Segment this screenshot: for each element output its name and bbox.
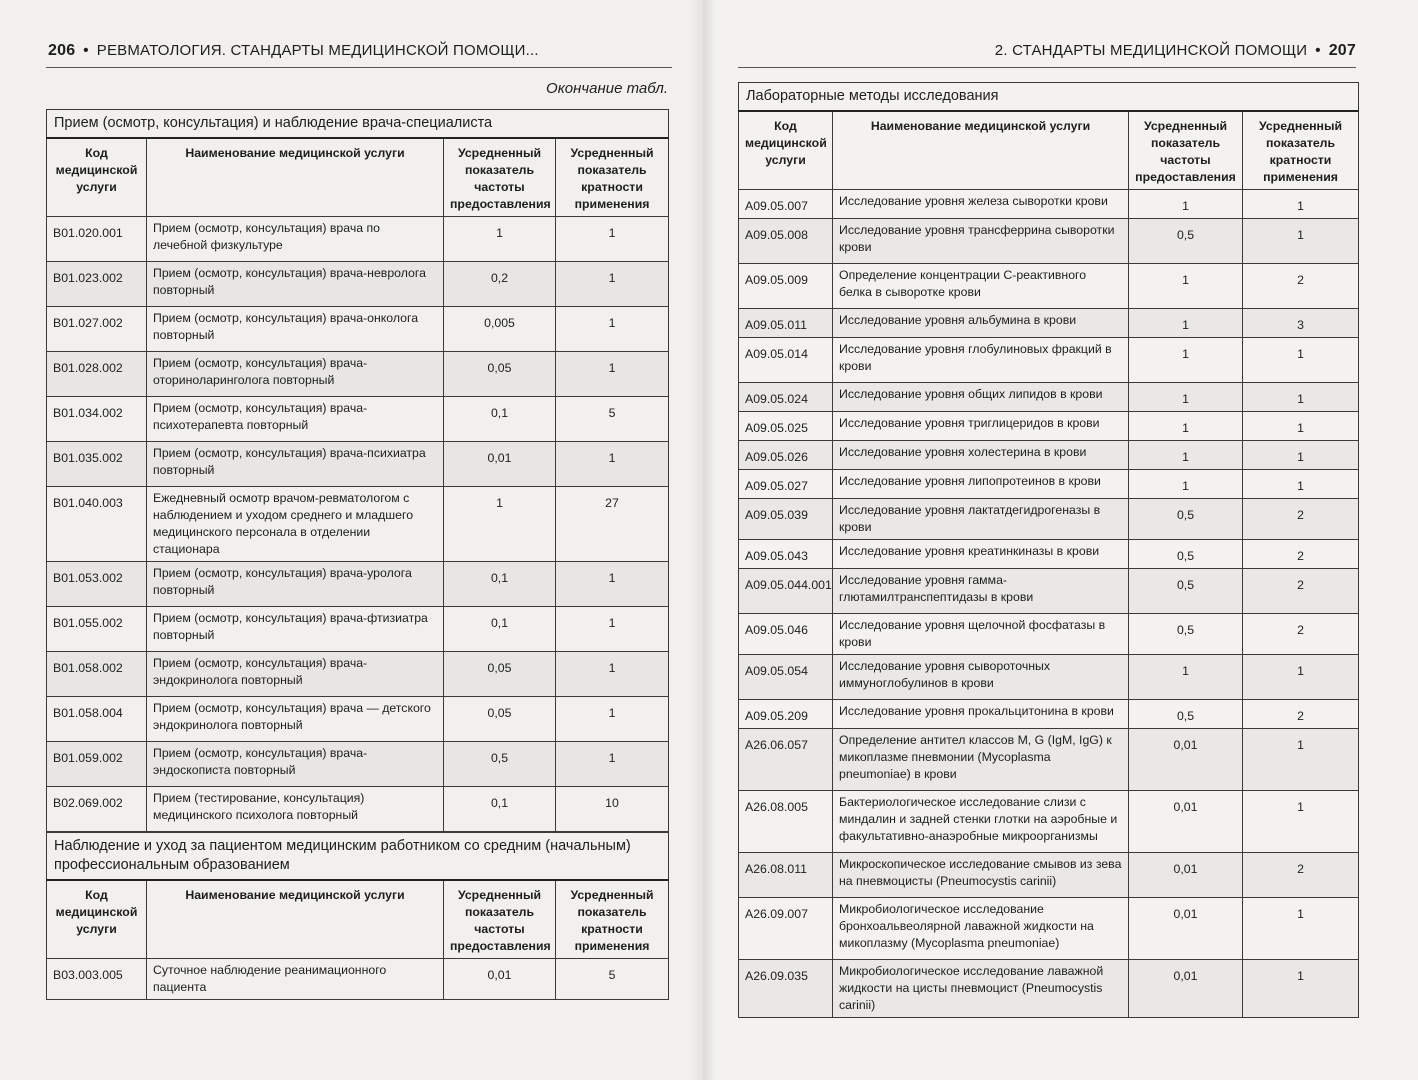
service-name-cell: Исследование уровня трансферрина сыворотки крови [833,219,1129,264]
right-running-title: 2. СТАНДАРТЫ МЕДИЦИНСКОЙ ПОМОЩИ [994,42,1308,59]
table-row [47,217,669,262]
service-code-cell: B01.058.004 [47,697,147,742]
service-code-cell: A26.09.035 [739,960,833,1018]
specialist-visits-table [46,109,669,832]
right-page-number: 207 [1328,42,1356,59]
table-section-title: Наблюдение и уход за пациентом медицинским работником со средним (начальным) профессиональным образованием [47,833,669,881]
frequency-value-cell: 0,01 [444,959,556,1000]
frequency-value-cell: 1 [1129,470,1243,499]
multiplicity-value-cell: 1 [556,652,669,697]
multiplicity-value-cell: 1 [556,217,669,262]
multiplicity-value-cell: 1 [556,562,669,607]
service-code-cell: A09.05.008 [739,219,833,264]
column-header-multiplicity: Усредненный показатель кратности применения [1243,111,1359,190]
service-name-cell: Прием (тестирование, консультация) медицинского психолога повторный [147,787,444,832]
service-name-cell: Прием (осмотр, консультация) врача-эндокринолога повторный [147,652,444,697]
table-row [739,960,1359,1018]
table-row [739,540,1359,569]
frequency-value-cell: 0,01 [1129,960,1243,1018]
service-name-cell: Исследование уровня холестерина в крови [833,441,1129,470]
multiplicity-value-cell: 1 [1243,729,1359,791]
frequency-value-cell: 0,5 [1129,700,1243,729]
service-code-cell: A09.05.007 [739,190,833,219]
left-header-rule [46,67,672,68]
service-code-cell: B01.053.002 [47,562,147,607]
multiplicity-value-cell: 5 [556,397,669,442]
table-row [47,352,669,397]
lab-methods-table [738,82,1359,1018]
table-row [739,190,1359,219]
multiplicity-value-cell: 1 [1243,383,1359,412]
service-code-cell: A26.08.011 [739,853,833,898]
service-code-cell: A09.05.046 [739,614,833,655]
service-name-cell: Прием (осмотр, консультация) врача-психиатра повторный [147,442,444,487]
nursing-care-table [46,832,669,1000]
service-name-cell: Исследование уровня липопротеинов в крови [833,470,1129,499]
table-row [47,397,669,442]
service-name-cell: Прием (осмотр, консультация) врача-психотерапевта повторный [147,397,444,442]
frequency-value-cell: 0,1 [444,787,556,832]
multiplicity-value-cell: 2 [1243,853,1359,898]
frequency-value-cell: 0,05 [444,652,556,697]
multiplicity-value-cell: 5 [556,959,669,1000]
multiplicity-value-cell: 1 [556,607,669,652]
service-name-cell: Прием (осмотр, консультация) врача-эндоскописта повторный [147,742,444,787]
frequency-value-cell: 1 [1129,655,1243,700]
multiplicity-value-cell: 1 [1243,470,1359,499]
frequency-value-cell: 0,1 [444,607,556,652]
service-code-cell: A09.05.009 [739,264,833,309]
column-header-name: Наименование медицинской услуги [147,880,444,959]
multiplicity-value-cell: 27 [556,487,669,562]
frequency-value-cell: 0,5 [1129,569,1243,614]
frequency-value-cell: 0,5 [1129,499,1243,540]
frequency-value-cell: 0,01 [444,442,556,487]
right-page [700,0,1418,1080]
column-header-code: Код медицинской услуги [47,880,147,959]
service-name-cell: Исследование уровня сывороточных иммуноглобулинов в крови [833,655,1129,700]
frequency-value-cell: 0,01 [1129,791,1243,853]
service-name-cell: Исследование уровня глобулиновых фракций в крови [833,338,1129,383]
frequency-value-cell: 1 [1129,338,1243,383]
table-row [47,562,669,607]
table-row [739,569,1359,614]
column-header-frequency: Усредненный показатель частоты предоставления [444,138,556,217]
service-code-cell: B01.058.002 [47,652,147,697]
service-code-cell: A09.05.044.001 [739,569,833,614]
multiplicity-value-cell: 1 [1243,190,1359,219]
table-row [47,697,669,742]
table-row [739,470,1359,499]
frequency-value-cell: 1 [444,487,556,562]
column-header-code: Код медицинской услуги [47,138,147,217]
frequency-value-cell: 0,005 [444,307,556,352]
table-row [47,487,669,562]
service-code-cell: A09.05.025 [739,412,833,441]
service-code-cell: B01.027.002 [47,307,147,352]
service-name-cell: Суточное наблюдение реанимационного пациента [147,959,444,1000]
multiplicity-value-cell: 3 [1243,309,1359,338]
frequency-value-cell: 1 [444,217,556,262]
service-code-cell: B01.023.002 [47,262,147,307]
multiplicity-value-cell: 2 [1243,569,1359,614]
service-name-cell: Прием (осмотр, консультация) врача-онколога повторный [147,307,444,352]
multiplicity-value-cell: 10 [556,787,669,832]
table-continuation-caption: Окончание табл. [546,80,668,97]
table-body [47,217,669,832]
service-code-cell: B01.035.002 [47,442,147,487]
multiplicity-value-cell: 1 [1243,898,1359,960]
service-code-cell: B01.020.001 [47,217,147,262]
frequency-value-cell: 0,01 [1129,853,1243,898]
table-row [739,729,1359,791]
multiplicity-value-cell: 1 [1243,655,1359,700]
service-code-cell: B01.034.002 [47,397,147,442]
multiplicity-value-cell: 2 [1243,614,1359,655]
table-row [47,442,669,487]
service-name-cell: Исследование уровня триглицеридов в крови [833,412,1129,441]
service-code-cell: A09.05.054 [739,655,833,700]
multiplicity-value-cell: 1 [1243,960,1359,1018]
column-header-frequency: Усредненный показатель частоты предоставления [1129,111,1243,190]
header-bullet: • [83,42,89,59]
multiplicity-value-cell: 2 [1243,540,1359,569]
frequency-value-cell: 1 [1129,190,1243,219]
right-header-rule [738,67,1356,68]
column-header-code: Код медицинской услуги [739,111,833,190]
service-name-cell: Исследование уровня гамма-глютамилтранспептидазы в крови [833,569,1129,614]
multiplicity-value-cell: 1 [1243,441,1359,470]
service-name-cell: Прием (осмотр, консультация) врача-фтизиатра повторный [147,607,444,652]
service-code-cell: A09.05.026 [739,441,833,470]
left-page-number: 206 [48,42,76,59]
multiplicity-value-cell: 1 [1243,791,1359,853]
service-name-cell: Прием (осмотр, консультация) врача-невролога повторный [147,262,444,307]
service-code-cell: A09.05.024 [739,383,833,412]
multiplicity-value-cell: 1 [1243,338,1359,383]
multiplicity-value-cell: 1 [1243,219,1359,264]
table-row [739,791,1359,853]
frequency-value-cell: 0,5 [1129,540,1243,569]
multiplicity-value-cell: 2 [1243,700,1359,729]
service-name-cell: Микроскопическое исследование смывов из зева на пневмоцисты (Pneumocystis carinii) [833,853,1129,898]
right-running-header [995,42,1356,64]
frequency-value-cell: 0,05 [444,352,556,397]
column-header-name: Наименование медицинской услуги [833,111,1129,190]
frequency-value-cell: 1 [1129,309,1243,338]
multiplicity-value-cell: 1 [556,442,669,487]
table-row [47,307,669,352]
service-code-cell: B03.003.005 [47,959,147,1000]
table-row [47,262,669,307]
service-code-cell: A09.05.039 [739,499,833,540]
service-name-cell: Бактериологическое исследование слизи с миндалин и задней стенки глотки на аэробные и факультативно-анаэробные микроорганизмы [833,791,1129,853]
table-row [739,853,1359,898]
service-code-cell: A09.05.209 [739,700,833,729]
table-row [739,441,1359,470]
frequency-value-cell: 0,01 [1129,898,1243,960]
service-code-cell: A26.08.005 [739,791,833,853]
service-code-cell: B01.028.002 [47,352,147,397]
service-code-cell: A09.05.027 [739,470,833,499]
left-page [0,0,700,1080]
table-row [739,338,1359,383]
frequency-value-cell: 1 [1129,383,1243,412]
frequency-value-cell: 0,5 [1129,219,1243,264]
multiplicity-value-cell: 1 [556,697,669,742]
table-row [739,898,1359,960]
service-code-cell: A26.09.007 [739,898,833,960]
multiplicity-value-cell: 2 [1243,499,1359,540]
service-name-cell: Исследование уровня щелочной фосфатазы в крови [833,614,1129,655]
service-name-cell: Исследование уровня альбумина в крови [833,309,1129,338]
table-section-title: Прием (осмотр, консультация) и наблюдение врача-специалиста [47,110,669,139]
header-bullet: • [1315,42,1321,59]
book-gutter-shadow [690,0,716,1080]
service-name-cell: Исследование уровня железа сыворотки крови [833,190,1129,219]
service-code-cell: A09.05.011 [739,309,833,338]
table-row [47,652,669,697]
service-code-cell: B01.059.002 [47,742,147,787]
table-row [739,309,1359,338]
table-row [47,607,669,652]
table-row [739,655,1359,700]
service-code-cell: B01.040.003 [47,487,147,562]
multiplicity-value-cell: 2 [1243,264,1359,309]
service-name-cell: Определение антител классов M, G (IgM, IgG) к микоплазме пневмонии (Mycoplasma pneumoniae) в крови [833,729,1129,791]
frequency-value-cell: 0,05 [444,697,556,742]
service-name-cell: Микробиологическое исследование лаважной жидкости на цисты пневмоцист (Pneumocystis carinii) [833,960,1129,1018]
frequency-value-cell: 0,01 [1129,729,1243,791]
service-name-cell: Исследование уровня прокальцитонина в крови [833,700,1129,729]
service-name-cell: Прием (осмотр, консультация) врача по лечебной физкультуре [147,217,444,262]
column-header-name: Наименование медицинской услуги [147,138,444,217]
service-name-cell: Исследование уровня общих липидов в крови [833,383,1129,412]
service-name-cell: Ежедневный осмотр врачом-ревматологом с наблюдением и уходом среднего и младшего медицинского персонала в отделении стационара [147,487,444,562]
multiplicity-value-cell: 1 [556,742,669,787]
service-name-cell: Исследование уровня креатинкиназы в крови [833,540,1129,569]
frequency-value-cell: 1 [1129,264,1243,309]
left-running-title: РЕВМАТОЛОГИЯ. СТАНДАРТЫ МЕДИЦИНСКОЙ ПОМОЩИ... [96,42,539,59]
frequency-value-cell: 0,2 [444,262,556,307]
table-row [739,614,1359,655]
table-row [739,499,1359,540]
column-header-frequency: Усредненный показатель частоты предоставления [444,880,556,959]
service-name-cell: Исследование уровня лактатдегидрогеназы в крови [833,499,1129,540]
table-row [739,219,1359,264]
table-row [47,959,669,1000]
service-code-cell: A26.06.057 [739,729,833,791]
service-code-cell: B01.055.002 [47,607,147,652]
multiplicity-value-cell: 1 [556,262,669,307]
service-name-cell: Прием (осмотр, консультация) врача-уролога повторный [147,562,444,607]
table-row [739,412,1359,441]
table-row [47,742,669,787]
left-running-header [48,42,539,64]
table-row [739,383,1359,412]
service-name-cell: Прием (осмотр, консультация) врача — детского эндокринолога повторный [147,697,444,742]
table-row [47,787,669,832]
frequency-value-cell: 0,5 [444,742,556,787]
table-row [739,264,1359,309]
frequency-value-cell: 0,5 [1129,614,1243,655]
frequency-value-cell: 1 [1129,412,1243,441]
multiplicity-value-cell: 1 [1243,412,1359,441]
table-body [47,959,669,1000]
table-section-title: Лабораторные методы исследования [739,83,1359,112]
table-body [739,190,1359,1018]
table-row [739,700,1359,729]
column-header-multiplicity: Усредненный показатель кратности применения [556,138,669,217]
frequency-value-cell: 1 [1129,441,1243,470]
frequency-value-cell: 0,1 [444,562,556,607]
service-code-cell: B02.069.002 [47,787,147,832]
multiplicity-value-cell: 1 [556,307,669,352]
multiplicity-value-cell: 1 [556,352,669,397]
service-code-cell: A09.05.014 [739,338,833,383]
frequency-value-cell: 0,1 [444,397,556,442]
service-name-cell: Определение концентрации С-реактивного белка в сыворотке крови [833,264,1129,309]
column-header-multiplicity: Усредненный показатель кратности применения [556,880,669,959]
service-code-cell: A09.05.043 [739,540,833,569]
service-name-cell: Микробиологическое исследование бронхоальвеолярной лаважной жидкости на микоплазму (Mycoplasma pneumoniae) [833,898,1129,960]
service-name-cell: Прием (осмотр, консультация) врача-оториноларинголога повторный [147,352,444,397]
